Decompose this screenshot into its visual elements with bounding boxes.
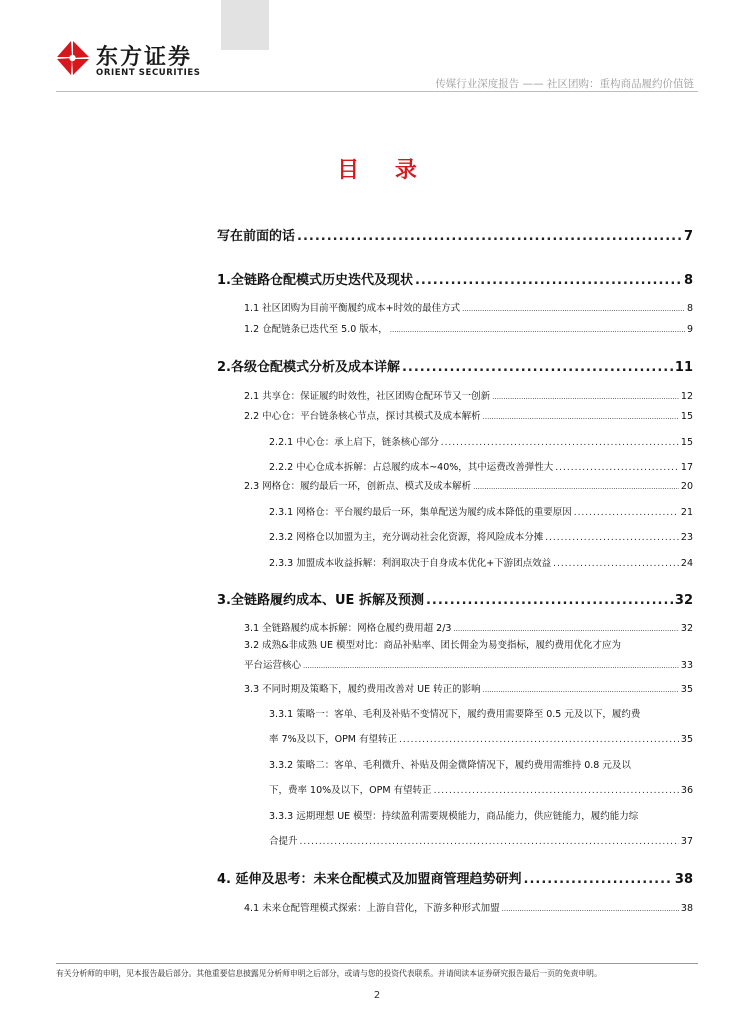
toc-entry[interactable] [217, 589, 693, 608]
toc-entry[interactable] [217, 225, 693, 244]
toc-entry-label: 写在前面的话 [217, 229, 296, 244]
toc-entry-line2 [269, 727, 693, 753]
toc-entry-page: 24 [680, 558, 693, 569]
toc-entry-page: 21 [680, 507, 693, 518]
toc-entry-page: 11 [674, 360, 693, 375]
toc-entry-label: 2.2.1 中心仓：承上启下，链条核心部分 [269, 437, 439, 448]
toc-entry-page: 8 [686, 303, 693, 314]
toc-entry[interactable] [244, 321, 693, 335]
toc-entry-page: 23 [680, 532, 693, 543]
toc-entry[interactable] [244, 408, 693, 422]
footer-divider [56, 963, 698, 964]
toc-entry-page: 15 [680, 411, 693, 422]
dot-leader [434, 779, 679, 804]
toc-entry-multiline[interactable] [269, 702, 693, 753]
company-logo [56, 40, 216, 80]
toc-entry[interactable] [217, 868, 693, 887]
toc-entry-page: 33 [680, 660, 693, 671]
toc-entry-page: 38 [674, 872, 693, 887]
toc-entry-label-line1: 3.3.1 策略一：客单、毛利及补贴不变情况下，履约费用需要降至 0.5 元及以下，履约费 [269, 709, 641, 720]
toc-entry[interactable] [244, 478, 693, 492]
toc-entry-label: 2.3 网格仓：履约最后一环，创新点、模式及成本解析 [244, 481, 472, 492]
toc-entry-label-line2: 平台运营核心 [244, 660, 302, 671]
dot-leader [462, 305, 685, 313]
toc-entry[interactable] [244, 300, 693, 314]
toc-entry-multiline[interactable] [269, 804, 693, 855]
page-number: 2 [373, 990, 381, 1001]
toc-entry[interactable] [244, 620, 693, 634]
toc-entry-page: 35 [680, 734, 693, 745]
toc-entry-label-line2: 下，费率 10%及以下，OPM 有望转正 [269, 785, 432, 796]
toc-entry[interactable] [269, 555, 693, 569]
logo-english-name: ORIENT SECURITIES [96, 68, 201, 78]
toc-entry-multiline[interactable] [244, 636, 693, 676]
header-gray-bar [221, 0, 269, 50]
toc-entry-page: 15 [680, 437, 693, 448]
footer-disclaimer: 有关分析师的申明，见本报告最后部分。其他重要信息披露见分析师申明之后部分，或请与您的投资代表联系。并请阅读本证券研究报告最后一页的免责申明。 [56, 969, 602, 978]
dot-leader [524, 872, 673, 887]
dot-leader [545, 533, 679, 543]
toc-entry-label: 4.1 未来仓配管理模式探索：上游自营化，下游多种形式加盟 [244, 903, 500, 914]
report-title: 传媒行业深度报告 —— 社区团购：重构商品履约价值链 [435, 78, 694, 90]
toc-entry[interactable] [269, 459, 693, 473]
toc-entry-label: 2.3.1 网格仓：平台履约最后一环，集单配送为履约成本降低的重要原因 [269, 507, 572, 518]
toc-entry-label: 4. 延伸及思考：未来仓配模式及加盟商管理趋势研判 [217, 872, 522, 887]
dot-leader [415, 273, 682, 288]
toc-entry-label-line1: 3.3.2 策略二：客单、毛利微升、补贴及佣金微降情况下，履约费用需维持 0.8 元及以 [269, 760, 631, 771]
toc-entry-line2 [244, 656, 693, 676]
dot-leader [555, 463, 679, 473]
toc-entry[interactable] [269, 434, 693, 448]
toc-entry-label: 2.3.3 加盟成本收益拆解：利润取决于自身成本优化+下游团点效益 [269, 558, 552, 569]
toc-entry[interactable] [244, 388, 693, 402]
toc-entry-page: 12 [680, 391, 693, 402]
header-divider [56, 91, 698, 92]
toc-entry-page: 35 [680, 684, 693, 695]
toc-entry-label: 1.全链路仓配模式历史迭代及现状 [217, 273, 413, 288]
toc-entry-label: 2.2.2 中心仓成本拆解：占总履约成本~40%，其中运费改善弹性大 [269, 462, 554, 473]
toc-entry[interactable] [244, 900, 693, 914]
toc-entry-page: 32 [674, 593, 693, 608]
toc-entry[interactable] [244, 681, 693, 695]
toc-entry-label-line1: 3.2 成熟&非成熟 UE 模型对比：商品补贴率、团长佣金为易变指标，履约费用优化才应为 [244, 640, 622, 651]
toc-entry[interactable] [269, 529, 693, 543]
toc-entry-label: 2.3.2 网格仓以加盟为主，充分调动社会化资源，将风险成本分摊 [269, 532, 544, 543]
toc-entry-page: 20 [680, 481, 693, 492]
toc-entry-label-line1: 3.3.3 远期理想 UE 模型：持续盈利需要规模能力，商品能力，供应链能力，履约能力综 [269, 811, 639, 822]
toc-entry-line2 [269, 829, 693, 855]
dot-leader [300, 830, 679, 855]
toc-entry-page: 37 [680, 836, 693, 847]
toc-entry-label: 3.1 全链路履约成本拆解：网格仓履约费用超 2/3 [244, 623, 452, 634]
toc-entry-page: 36 [680, 785, 693, 796]
dot-leader [390, 326, 685, 334]
toc-entry-label: 1.2 仓配链条已迭代至 5.0 版本， [244, 324, 388, 335]
dot-leader [453, 625, 678, 633]
dot-leader [402, 360, 673, 375]
toc-entry-label-line2: 率 7%及以下，OPM 有望转正 [269, 734, 398, 745]
dot-leader [574, 508, 679, 518]
toc-entry[interactable] [217, 269, 693, 288]
dot-leader [492, 393, 679, 401]
dot-leader [483, 686, 679, 694]
toc-entry-page: 9 [686, 324, 693, 335]
toc-entry-line2 [269, 778, 693, 804]
logo-chinese-name: 东方证券 [96, 45, 193, 70]
toc-entry-label: 2.1 共享仓：保证履约时效性，社区团购仓配环节又一创新 [244, 391, 491, 402]
dot-leader [303, 656, 679, 676]
toc-entry-label-line2: 合提升 [269, 836, 298, 847]
dot-leader [473, 483, 679, 491]
toc-entry-label: 3.3 不同时期及策略下，履约费用改善对 UE 转正的影响 [244, 684, 481, 695]
toc-entry-multiline[interactable] [269, 753, 693, 804]
dot-leader [426, 593, 673, 608]
toc-entry-page: 32 [680, 623, 693, 634]
orient-logo-icon [56, 40, 90, 76]
toc-entry[interactable] [217, 356, 693, 375]
dot-leader [399, 728, 679, 753]
toc-entry-label: 2.各级仓配模式分析及成本详解 [217, 360, 400, 375]
toc-entry-page: 17 [680, 462, 693, 473]
dot-leader [553, 559, 679, 569]
toc-entry-page: 7 [683, 229, 693, 244]
dot-leader [441, 438, 679, 448]
dot-leader [502, 905, 679, 913]
toc-entry-label: 1.1 社区团购为目前平衡履约成本+时效的最佳方式 [244, 303, 461, 314]
dot-leader [297, 229, 682, 244]
toc-entry-label: 2.2 中心仓：平台链条核心节点，探讨其模式及成本解析 [244, 411, 481, 422]
toc-entry-label: 3.全链路履约成本、UE 拆解及预测 [217, 593, 424, 608]
dot-leader [483, 413, 679, 421]
toc-entry[interactable] [269, 504, 693, 518]
toc-entry-page: 38 [680, 903, 693, 914]
toc-title: 目 录 [337, 158, 431, 183]
toc-entry-page: 8 [683, 273, 693, 288]
